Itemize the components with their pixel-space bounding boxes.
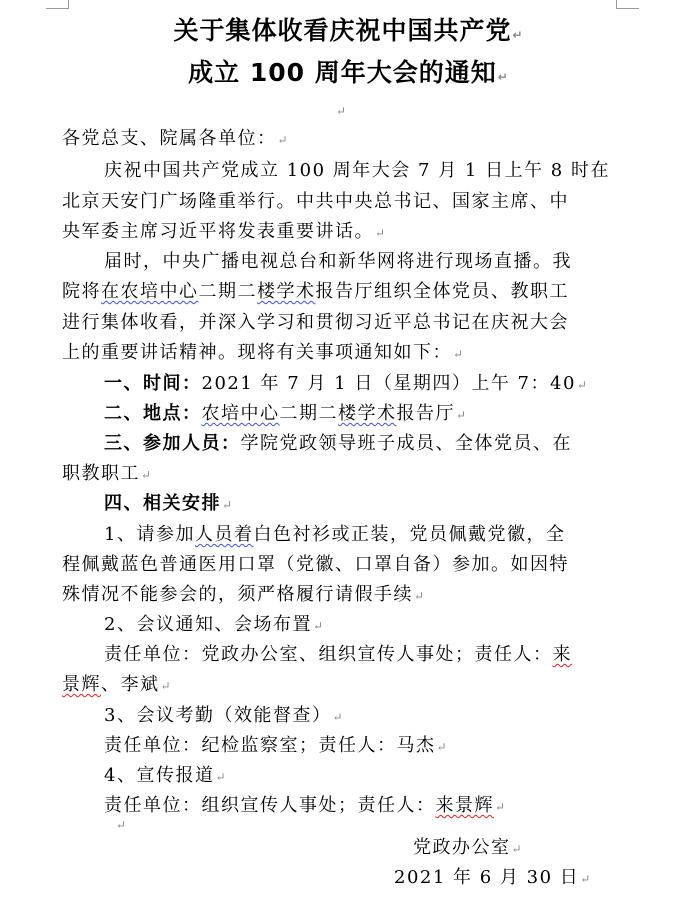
paragraph-mark-icon: ↵ (336, 104, 347, 118)
paragraph-mark-icon: ↵ (116, 818, 127, 832)
paragraph-mark-icon: ↵ (277, 133, 288, 147)
salutation: 各党总支、院属各单位：↵ (62, 128, 288, 149)
paragraph-mark-icon: ↵ (456, 408, 467, 422)
arrangement-3-responsible: 责任单位：纪检监察室；责任人：马杰↵ (104, 735, 447, 756)
item-location: 二、地点：农培中心二期二楼学术报告厅↵ (104, 403, 467, 424)
arrangement-2-responsible: 责任单位：党政办公室、组织宣传人事处；责任人：来 (104, 644, 572, 665)
paragraph-mark-icon: ↵ (414, 589, 425, 603)
paragraph-mark-icon: ↵ (141, 468, 152, 482)
signature-office: 党政办公室↵ (413, 837, 522, 858)
paragraph-mark-icon: ↵ (512, 28, 523, 42)
item-time: 一、时间：2021 年 7 月 1 日（星期四）上午 7：40↵ (104, 373, 587, 394)
signature-date: 2021 年 6 月 30 日↵ (394, 867, 591, 888)
paragraph-1-line: 央军委主席习近平将发表重要讲话。↵ (62, 221, 386, 242)
grammar-flag: 人员着 (194, 524, 254, 545)
paragraph-mark-icon: ↵ (222, 498, 233, 512)
paragraph-mark-icon: ↵ (312, 619, 324, 633)
spelling-flag: 景辉 (62, 674, 101, 695)
margin-corner-mark (616, 0, 639, 9)
grammar-flag: 在农培中心 (101, 281, 199, 302)
paragraph-1-line: 北京天安门广场隆重举行。中共中央总书记、国家主席、中 (62, 191, 569, 212)
arrangement-4-responsible: 责任单位：组织宣传人事处；责任人：来景辉↵ (104, 795, 506, 816)
paragraph-mark-icon: ↵ (215, 770, 226, 784)
paragraph-mark-icon: ↵ (436, 740, 447, 754)
paragraph-2-line: 上的重要讲话精神。现将有关事项通知如下：↵ (62, 342, 464, 363)
paragraph-mark-icon: ↵ (332, 710, 343, 724)
grammar-flag: 农培中心 (201, 403, 280, 424)
paragraph-2-line: 届时，中央广播电视总台和新华网将进行现场直播。我 (104, 251, 572, 272)
paragraph-1-line: 庆祝中国共产党成立 100 周年大会 7 月 1 日上午 8 时在 (104, 160, 610, 181)
arrangement-2-responsible-cont: 景辉、李斌↵ (62, 674, 171, 695)
paragraph-mark-icon: ↵ (375, 226, 386, 240)
paragraph-mark-icon: ↵ (576, 378, 587, 392)
paragraph-2-line: 院将在农培中心二期二楼学术报告厅组织全体党员、教职工 (62, 281, 569, 302)
paragraph-mark-icon: ↵ (160, 679, 171, 693)
arrangement-3-title: 3、会议考勤（效能督查）↵ (104, 705, 343, 726)
paragraph-2-line: 进行集体收看，并深入学习和贯彻习近平总书记在庆祝大会 (62, 312, 569, 333)
item-attendees: 三、参加人员：学院党政领导班子成员、全体党员、在 (104, 433, 572, 454)
paragraph-mark-icon: ↵ (495, 800, 506, 814)
arrangement-1-line: 1、请参加人员着白色衬衫或正装，党员佩戴党徽，全 (104, 524, 566, 545)
margin-corner-mark (46, 0, 69, 9)
arrangement-2-title: 2、会议通知、会场布置↵ (104, 614, 324, 635)
arrangement-1-line: 殊情况不能参会的，须严格履行请假手续↵ (62, 584, 425, 605)
item-arrangements: 四、相关安排↵ (104, 493, 233, 514)
arrangement-4-title: 4、宣传报道↵ (104, 765, 226, 786)
paragraph-mark-icon: ↵ (580, 872, 591, 886)
paragraph-mark-icon: ↵ (511, 842, 522, 856)
grammar-flag: 楼学术 (338, 403, 397, 424)
grammar-flag: 楼学术 (257, 281, 316, 302)
document-title-line1: 关于集体收看庆祝中国共产党↵ (173, 16, 523, 45)
spelling-flag: 来景辉 (435, 795, 494, 816)
document-title-line2: 成立 100 周年大会的通知↵ (188, 58, 508, 87)
spelling-flag: 来 (552, 644, 572, 665)
arrangement-1-line: 程佩戴蓝色普通医用口罩（党徽、口罩自备）参加。如因特 (62, 554, 569, 575)
paragraph-mark-icon: ↵ (497, 70, 508, 84)
item-attendees-cont: 职教职工↵ (62, 463, 152, 484)
paragraph-mark-icon: ↵ (453, 347, 464, 361)
